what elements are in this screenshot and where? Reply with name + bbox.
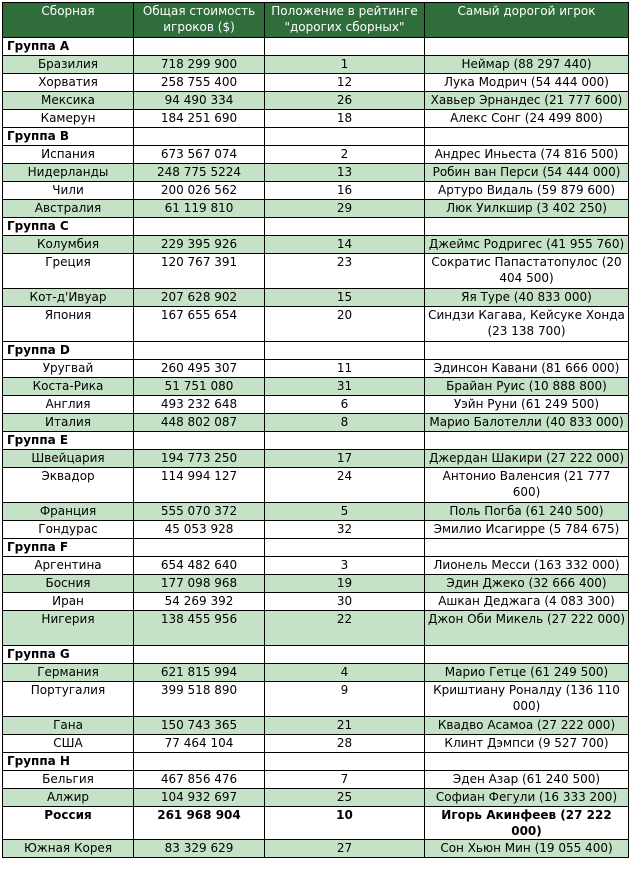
cell-top-player: Марио Гетце (61 249 500)	[425, 664, 629, 682]
cell-team: США	[3, 735, 134, 753]
header-total-value: Общая стоимость игроков ($)	[134, 3, 265, 38]
cell-rank: 13	[265, 164, 425, 182]
table-row	[3, 164, 629, 182]
cell-top-player: Эмилио Исагирре (5 784 675)	[425, 521, 629, 539]
cell-total-value: 718 299 900	[134, 56, 265, 74]
cell-team: Нидерланды	[3, 164, 134, 182]
cell-total-value: 45 053 928	[134, 521, 265, 539]
cell-team: Уругвай	[3, 360, 134, 378]
empty-cell	[265, 753, 425, 771]
cell-total-value: 177 098 968	[134, 575, 265, 593]
cell-top-player: Джеймс Родригес (41 955 760)	[425, 236, 629, 254]
empty-cell	[425, 38, 629, 56]
cell-total-value: 61 119 810	[134, 200, 265, 218]
cell-total-value: 94 490 334	[134, 92, 265, 110]
cell-total-value: 467 856 476	[134, 771, 265, 789]
table-row	[3, 450, 629, 468]
cell-total-value: 261 968 904	[134, 807, 265, 840]
empty-cell	[134, 342, 265, 360]
cell-total-value: 448 802 087	[134, 414, 265, 432]
cell-team: Португалия	[3, 682, 134, 717]
cell-total-value: 194 773 250	[134, 450, 265, 468]
cell-rank: 25	[265, 789, 425, 807]
cell-rank: 11	[265, 360, 425, 378]
cell-team: Швейцария	[3, 450, 134, 468]
cell-rank: 23	[265, 254, 425, 289]
table-row	[3, 182, 629, 200]
cell-top-player: Яя Туре (40 833 000)	[425, 289, 629, 307]
cell-rank: 31	[265, 378, 425, 396]
cell-top-player: Сократис Папастатопулос (20 404 500)	[425, 254, 629, 289]
cell-top-player: Джердан Шакири (27 222 000)	[425, 450, 629, 468]
table-row	[3, 807, 629, 840]
cell-rank: 1	[265, 56, 425, 74]
cell-total-value: 493 232 648	[134, 396, 265, 414]
empty-cell	[265, 646, 425, 664]
group-name: Группа D	[3, 342, 134, 360]
cell-team: Россия	[3, 807, 134, 840]
cell-total-value: 150 743 365	[134, 717, 265, 735]
cell-total-value: 120 767 391	[134, 254, 265, 289]
cell-rank: 4	[265, 664, 425, 682]
table-row	[3, 771, 629, 789]
cell-total-value: 114 994 127	[134, 468, 265, 503]
cell-team: Бразилия	[3, 56, 134, 74]
cell-total-value: 138 455 956	[134, 611, 265, 646]
cell-rank: 26	[265, 92, 425, 110]
table-row	[3, 468, 629, 503]
cell-rank: 32	[265, 521, 425, 539]
empty-cell	[265, 38, 425, 56]
empty-cell	[134, 646, 265, 664]
cell-total-value: 673 567 074	[134, 146, 265, 164]
table-row	[3, 92, 629, 110]
table-row	[3, 682, 629, 717]
cell-top-player: Криштиану Роналду (136 110 000)	[425, 682, 629, 717]
cell-team: Гондурас	[3, 521, 134, 539]
cell-total-value: 200 026 562	[134, 182, 265, 200]
cell-total-value: 167 655 654	[134, 307, 265, 342]
cell-total-value: 399 518 890	[134, 682, 265, 717]
group-header-row	[3, 128, 629, 146]
group-header-row	[3, 539, 629, 557]
group-name: Группа C	[3, 218, 134, 236]
empty-cell	[425, 342, 629, 360]
cell-top-player: Хавьер Эрнандес (21 777 600)	[425, 92, 629, 110]
cell-top-player: Антонио Валенсия (21 777 600)	[425, 468, 629, 503]
empty-cell	[134, 432, 265, 450]
cell-top-player: Уэйн Руни (61 249 500)	[425, 396, 629, 414]
cell-top-player: Брайан Руис (10 888 800)	[425, 378, 629, 396]
cell-rank: 29	[265, 200, 425, 218]
table-row	[3, 396, 629, 414]
cell-rank: 3	[265, 557, 425, 575]
cell-rank: 28	[265, 735, 425, 753]
cell-team: Япония	[3, 307, 134, 342]
cell-rank: 19	[265, 575, 425, 593]
group-name: Группа H	[3, 753, 134, 771]
table-row	[3, 74, 629, 92]
cell-top-player: Алекс Сонг (24 499 800)	[425, 110, 629, 128]
cell-total-value: 83 329 629	[134, 840, 265, 858]
group-name: Группа G	[3, 646, 134, 664]
empty-cell	[265, 342, 425, 360]
cell-rank: 7	[265, 771, 425, 789]
cell-team: Иран	[3, 593, 134, 611]
empty-cell	[134, 218, 265, 236]
cell-total-value: 654 482 640	[134, 557, 265, 575]
table-row	[3, 56, 629, 74]
cell-rank: 12	[265, 74, 425, 92]
world-cup-team-value-table	[2, 2, 629, 858]
cell-top-player: Эдин Джеко (32 666 400)	[425, 575, 629, 593]
cell-team: Чили	[3, 182, 134, 200]
cell-total-value: 54 269 392	[134, 593, 265, 611]
table-row	[3, 110, 629, 128]
cell-team: Хорватия	[3, 74, 134, 92]
cell-total-value: 248 775 5224	[134, 164, 265, 182]
cell-team: Южная Корея	[3, 840, 134, 858]
cell-team: Италия	[3, 414, 134, 432]
empty-cell	[425, 646, 629, 664]
empty-cell	[265, 128, 425, 146]
empty-cell	[425, 753, 629, 771]
cell-team: Коста-Рика	[3, 378, 134, 396]
cell-total-value: 229 395 926	[134, 236, 265, 254]
cell-rank: 6	[265, 396, 425, 414]
cell-top-player: Синдзи Кагава, Кейсуке Хонда (23 138 700)	[425, 307, 629, 342]
cell-total-value: 77 464 104	[134, 735, 265, 753]
group-name: Группа F	[3, 539, 134, 557]
cell-team: Австралия	[3, 200, 134, 218]
group-name: Группа A	[3, 38, 134, 56]
cell-team: Алжир	[3, 789, 134, 807]
cell-top-player: Ашкан Деджага (4 083 300)	[425, 593, 629, 611]
cell-top-player: Неймар (88 297 440)	[425, 56, 629, 74]
cell-team: Гана	[3, 717, 134, 735]
group-header-row	[3, 38, 629, 56]
cell-rank: 20	[265, 307, 425, 342]
table-row	[3, 521, 629, 539]
cell-total-value: 184 251 690	[134, 110, 265, 128]
cell-team: Мексика	[3, 92, 134, 110]
cell-total-value: 258 755 400	[134, 74, 265, 92]
empty-cell	[425, 218, 629, 236]
table-row	[3, 611, 629, 646]
cell-total-value: 260 495 307	[134, 360, 265, 378]
cell-team: Босния	[3, 575, 134, 593]
cell-total-value: 104 932 697	[134, 789, 265, 807]
cell-top-player: Игорь Акинфеев (27 222 000)	[425, 807, 629, 840]
cell-top-player: Сон Хьюн Мин (19 055 400)	[425, 840, 629, 858]
table-row	[3, 735, 629, 753]
cell-rank: 24	[265, 468, 425, 503]
table-body	[3, 38, 629, 858]
table-row	[3, 146, 629, 164]
cell-top-player: Артуро Видаль (59 879 600)	[425, 182, 629, 200]
table-row	[3, 254, 629, 289]
table-row	[3, 307, 629, 342]
table-row	[3, 593, 629, 611]
cell-team: Кот-д'Ивуар	[3, 289, 134, 307]
cell-total-value: 621 815 994	[134, 664, 265, 682]
table-row	[3, 557, 629, 575]
cell-team: Аргентина	[3, 557, 134, 575]
table-row	[3, 789, 629, 807]
header-row	[3, 3, 629, 38]
table-row	[3, 717, 629, 735]
cell-top-player: Софиан Фегули (16 333 200)	[425, 789, 629, 807]
table-row	[3, 503, 629, 521]
cell-rank: 15	[265, 289, 425, 307]
cell-rank: 18	[265, 110, 425, 128]
cell-total-value: 207 628 902	[134, 289, 265, 307]
empty-cell	[265, 218, 425, 236]
cell-top-player: Люк Уилкшир (3 402 250)	[425, 200, 629, 218]
cell-total-value: 51 751 080	[134, 378, 265, 396]
cell-total-value: 555 070 372	[134, 503, 265, 521]
group-header-row	[3, 342, 629, 360]
cell-team: Бельгия	[3, 771, 134, 789]
group-header-row	[3, 218, 629, 236]
header-team: Сборная	[3, 3, 134, 38]
header-rank: Положение в рейтинге "дорогих сборных"	[265, 3, 425, 38]
empty-cell	[134, 38, 265, 56]
cell-top-player: Лионель Месси (163 332 000)	[425, 557, 629, 575]
cell-rank: 30	[265, 593, 425, 611]
group-header-row	[3, 753, 629, 771]
cell-team: Колумбия	[3, 236, 134, 254]
cell-rank: 8	[265, 414, 425, 432]
cell-team: Германия	[3, 664, 134, 682]
cell-top-player: Эден Азар (61 240 500)	[425, 771, 629, 789]
cell-rank: 9	[265, 682, 425, 717]
header-top-player: Самый дорогой игрок	[425, 3, 629, 38]
cell-rank: 2	[265, 146, 425, 164]
empty-cell	[425, 432, 629, 450]
empty-cell	[265, 432, 425, 450]
cell-top-player: Андрес Иньеста (74 816 500)	[425, 146, 629, 164]
cell-top-player: Робин ван Перси (54 444 000)	[425, 164, 629, 182]
group-header-row	[3, 646, 629, 664]
group-name: Группа E	[3, 432, 134, 450]
table-row	[3, 664, 629, 682]
cell-top-player: Эдинсон Кавани (81 666 000)	[425, 360, 629, 378]
empty-cell	[425, 128, 629, 146]
cell-rank: 10	[265, 807, 425, 840]
group-header-row	[3, 432, 629, 450]
empty-cell	[134, 753, 265, 771]
empty-cell	[265, 539, 425, 557]
cell-team: Камерун	[3, 110, 134, 128]
cell-top-player: Лука Модрич (54 444 000)	[425, 74, 629, 92]
cell-rank: 22	[265, 611, 425, 646]
cell-team: Нигерия	[3, 611, 134, 646]
table-wrapper	[2, 2, 628, 858]
cell-rank: 5	[265, 503, 425, 521]
table-row	[3, 414, 629, 432]
cell-team: Испания	[3, 146, 134, 164]
cell-team: Эквадор	[3, 468, 134, 503]
empty-cell	[425, 539, 629, 557]
cell-top-player: Джон Оби Микель (27 222 000)	[425, 611, 629, 646]
cell-rank: 21	[265, 717, 425, 735]
cell-top-player: Марио Балотелли (40 833 000)	[425, 414, 629, 432]
table-row	[3, 360, 629, 378]
group-name: Группа B	[3, 128, 134, 146]
cell-team: Англия	[3, 396, 134, 414]
empty-cell	[134, 128, 265, 146]
cell-rank: 17	[265, 450, 425, 468]
table-row	[3, 236, 629, 254]
cell-rank: 14	[265, 236, 425, 254]
table-row	[3, 575, 629, 593]
table-row	[3, 200, 629, 218]
table-row	[3, 289, 629, 307]
table-row	[3, 840, 629, 858]
cell-top-player: Клинт Дэмпси (9 527 700)	[425, 735, 629, 753]
table-row	[3, 378, 629, 396]
cell-team: Франция	[3, 503, 134, 521]
cell-top-player: Квадво Асамоа (27 222 000)	[425, 717, 629, 735]
cell-rank: 27	[265, 840, 425, 858]
cell-rank: 16	[265, 182, 425, 200]
empty-cell	[134, 539, 265, 557]
cell-team: Греция	[3, 254, 134, 289]
cell-top-player: Поль Погба (61 240 500)	[425, 503, 629, 521]
